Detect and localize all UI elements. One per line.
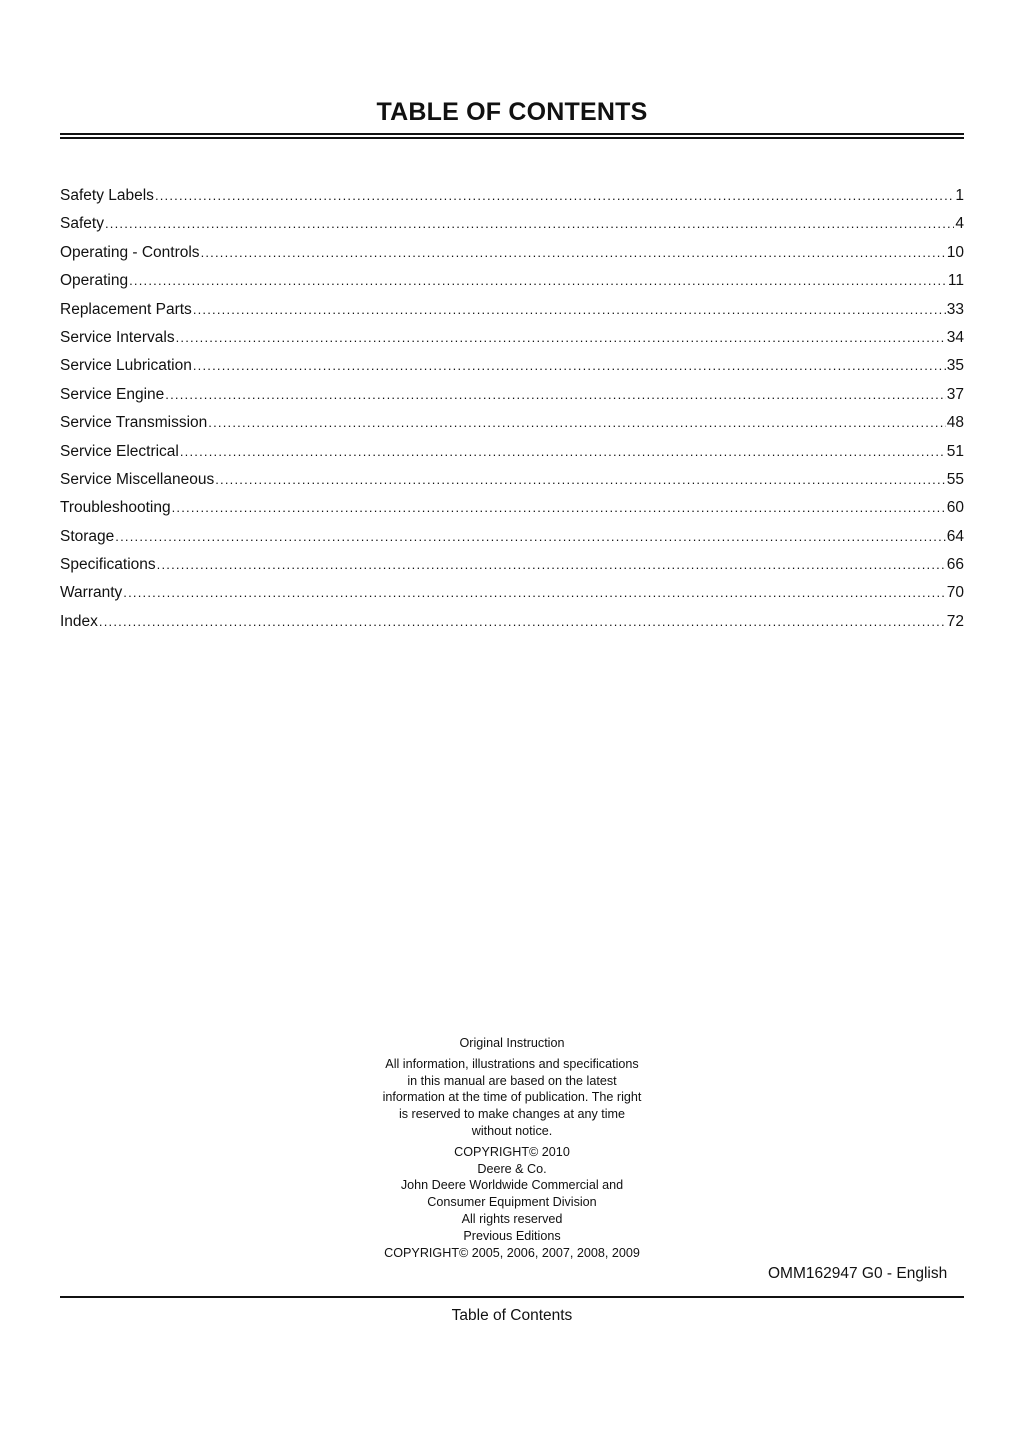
toc-entry-safety[interactable] xyxy=(60,210,964,238)
title-double-rule xyxy=(60,133,964,139)
toc-dot-leader xyxy=(215,466,946,494)
toc-entry-page: 51 xyxy=(946,442,964,460)
toc-entry-service-intervals[interactable] xyxy=(60,324,964,352)
toc-entry-page: 11 xyxy=(947,272,964,290)
toc-dot-leader xyxy=(193,352,946,380)
toc-entry-page: 66 xyxy=(946,556,964,574)
toc-dot-leader xyxy=(201,239,946,267)
toc-entry-operating-controls[interactable] xyxy=(60,239,964,267)
toc-entry-service-lubrication[interactable] xyxy=(60,352,964,380)
toc-entry-label: Operating xyxy=(60,272,129,290)
toc-entry-safety-labels[interactable] xyxy=(60,182,964,210)
toc-entry-page: 4 xyxy=(955,215,964,233)
toc-dot-leader xyxy=(99,608,946,636)
toc-entry-page: 55 xyxy=(946,470,964,488)
notice-previous-copyright: COPYRIGHT© 2005, 2006, 2007, 2008, 2009 xyxy=(384,1245,640,1260)
toc-dot-leader xyxy=(115,523,945,551)
toc-entry-label: Operating - Controls xyxy=(60,243,200,261)
toc-dot-leader xyxy=(105,210,954,238)
toc-dot-leader xyxy=(208,409,945,437)
toc-entry-label: Troubleshooting xyxy=(60,499,171,517)
toc-dot-leader xyxy=(155,182,954,210)
toc-entry-index[interactable] xyxy=(60,608,964,636)
copyright-notice xyxy=(382,1035,642,1261)
toc-entry-label: Safety xyxy=(60,215,104,233)
toc-entry-page: 37 xyxy=(946,385,964,403)
page-title: TABLE OF CONTENTS xyxy=(376,98,648,126)
toc-entry-warranty[interactable] xyxy=(60,579,964,607)
toc-entry-label: Specifications xyxy=(60,556,156,574)
notice-division: John Deere Worldwide Commercial and Consumer Equipment Division xyxy=(400,1178,624,1210)
toc-entry-troubleshooting[interactable] xyxy=(60,494,964,522)
toc-dot-leader xyxy=(165,381,945,409)
footer-rule xyxy=(60,1296,964,1298)
toc-entry-label: Replacement Parts xyxy=(60,300,192,318)
toc-entry-service-electrical[interactable] xyxy=(60,438,964,466)
toc-dot-leader xyxy=(129,267,947,295)
notice-rights: All rights reserved xyxy=(461,1211,563,1226)
toc-entry-page: 60 xyxy=(946,499,964,517)
toc-entry-label: Service Lubrication xyxy=(60,357,192,375)
toc-dot-leader xyxy=(123,579,945,607)
toc-entry-page: 72 xyxy=(946,612,964,630)
toc-entry-label: Service Transmission xyxy=(60,414,208,432)
toc-entry-specifications[interactable] xyxy=(60,551,964,579)
toc-entry-page: 10 xyxy=(946,243,964,261)
toc-entry-service-engine[interactable] xyxy=(60,381,964,409)
toc-entry-page: 48 xyxy=(946,414,964,432)
document-id: OMM162947 G0 - English xyxy=(768,1265,948,1282)
toc-dot-leader xyxy=(176,324,946,352)
toc-entry-service-transmission[interactable] xyxy=(60,409,964,437)
toc-entry-label: Warranty xyxy=(60,584,123,602)
toc-entry-page: 35 xyxy=(946,357,964,375)
toc-entry-label: Service Intervals xyxy=(60,328,175,346)
toc-entry-page: 1 xyxy=(955,187,964,204)
notice-heading: Original Instruction xyxy=(459,1036,565,1050)
toc-dot-leader xyxy=(172,494,946,522)
toc-entry-operating[interactable] xyxy=(60,267,964,295)
notice-previous-label: Previous Editions xyxy=(463,1228,561,1243)
toc-entry-page: 70 xyxy=(946,584,964,602)
toc-dot-leader xyxy=(180,438,946,466)
footer-section-label: Table of Contents xyxy=(451,1307,573,1324)
toc-entry-replacement-parts[interactable] xyxy=(60,296,964,324)
notice-company: Deere & Co. xyxy=(477,1161,547,1176)
notice-body: All information, illustrations and specifications in this manual are based on the latest information at the time of publication. The right is reserved to make changes at any time without notice. xyxy=(382,1056,642,1138)
toc-entry-page: 64 xyxy=(946,527,964,545)
toc-entry-page: 33 xyxy=(946,300,964,318)
toc-dot-leader xyxy=(193,296,946,324)
notice-copyright: COPYRIGHT© 2010 xyxy=(454,1144,570,1159)
toc-list xyxy=(60,182,964,636)
toc-entry-label: Index xyxy=(60,612,98,630)
toc-entry-storage[interactable] xyxy=(60,523,964,551)
toc-entry-label: Service Engine xyxy=(60,385,165,403)
toc-entry-label: Storage xyxy=(60,527,115,545)
toc-entry-label: Safety Labels xyxy=(60,187,154,204)
toc-entry-service-miscellaneous[interactable] xyxy=(60,466,964,494)
toc-entry-page: 34 xyxy=(946,328,964,346)
toc-entry-label: Service Electrical xyxy=(60,442,179,460)
toc-dot-leader xyxy=(157,551,946,579)
toc-entry-label: Service Miscellaneous xyxy=(60,470,215,488)
